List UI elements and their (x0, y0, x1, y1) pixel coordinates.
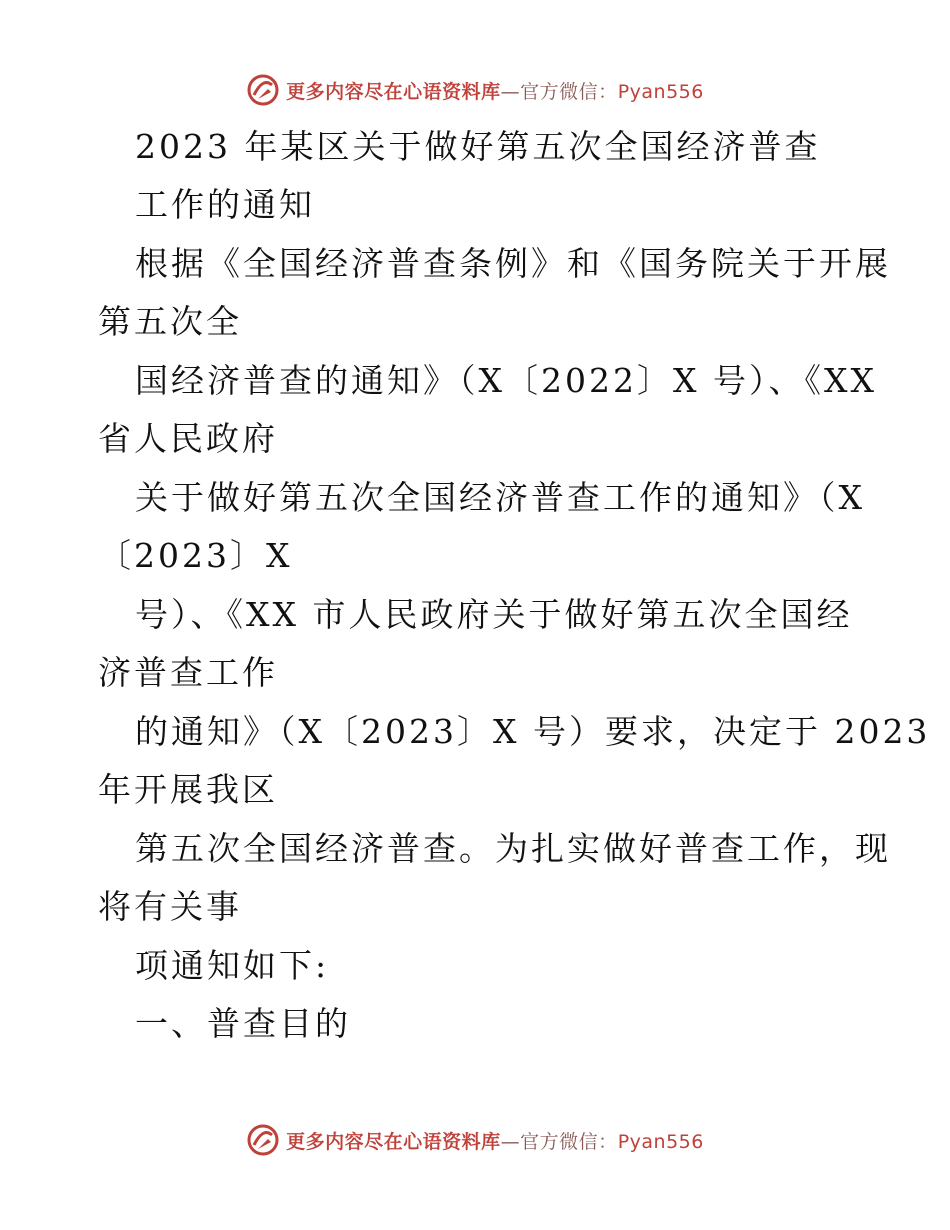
body-line: 国经济普查的通知》（X〔2022〕X 号）、《XX (135, 361, 877, 400)
document-title-line-2: 工作的通知 (135, 185, 315, 224)
brand-logo-icon (246, 1123, 280, 1157)
watermark-group (246, 1123, 704, 1157)
section-heading: 一、普查目的 (135, 1004, 351, 1043)
brand-logo-icon (246, 73, 280, 107)
watermark-id: Pyan556 (617, 80, 704, 103)
watermark-dash: — (500, 80, 521, 103)
body-line: 〔2023〕X (98, 536, 293, 575)
watermark-group (246, 73, 704, 107)
watermark-sub: 官方微信： (520, 1130, 618, 1153)
body-line: 根据《全国经济普查条例》和《国务院关于开展 (135, 244, 891, 283)
body-line: 的通知》（X〔2023〕X 号）要求，决定于 2023 (135, 712, 931, 751)
watermark-main: 更多内容尽在心语资料库 (286, 1130, 501, 1153)
body-line: 省人民政府 (98, 419, 278, 458)
footer-watermark (0, 1120, 950, 1160)
body-line: 年开展我区 (98, 770, 278, 809)
body-line: 号）、《XX 市人民政府关于做好第五次全国经 (135, 595, 853, 634)
body-line: 关于做好第五次全国经济普查工作的通知》（X (135, 478, 865, 517)
watermark-sub: 官方微信： (520, 80, 618, 103)
body-line: 第五次全 (98, 302, 242, 341)
body-line: 第五次全国经济普查。为扎实做好普查工作，现 (135, 829, 891, 868)
body-line: 项通知如下: (135, 946, 330, 985)
watermark-text (286, 77, 704, 104)
watermark-main: 更多内容尽在心语资料库 (286, 80, 501, 103)
header-watermark (0, 70, 950, 110)
watermark-dash: — (500, 1130, 521, 1153)
body-line: 将有关事 (98, 887, 242, 926)
watermark-id: Pyan556 (617, 1130, 704, 1153)
document-title-line-1: 2023 年某区关于做好第五次全国经济普查 (135, 127, 821, 166)
body-line: 济普查工作 (98, 653, 278, 692)
watermark-text (286, 1127, 704, 1154)
